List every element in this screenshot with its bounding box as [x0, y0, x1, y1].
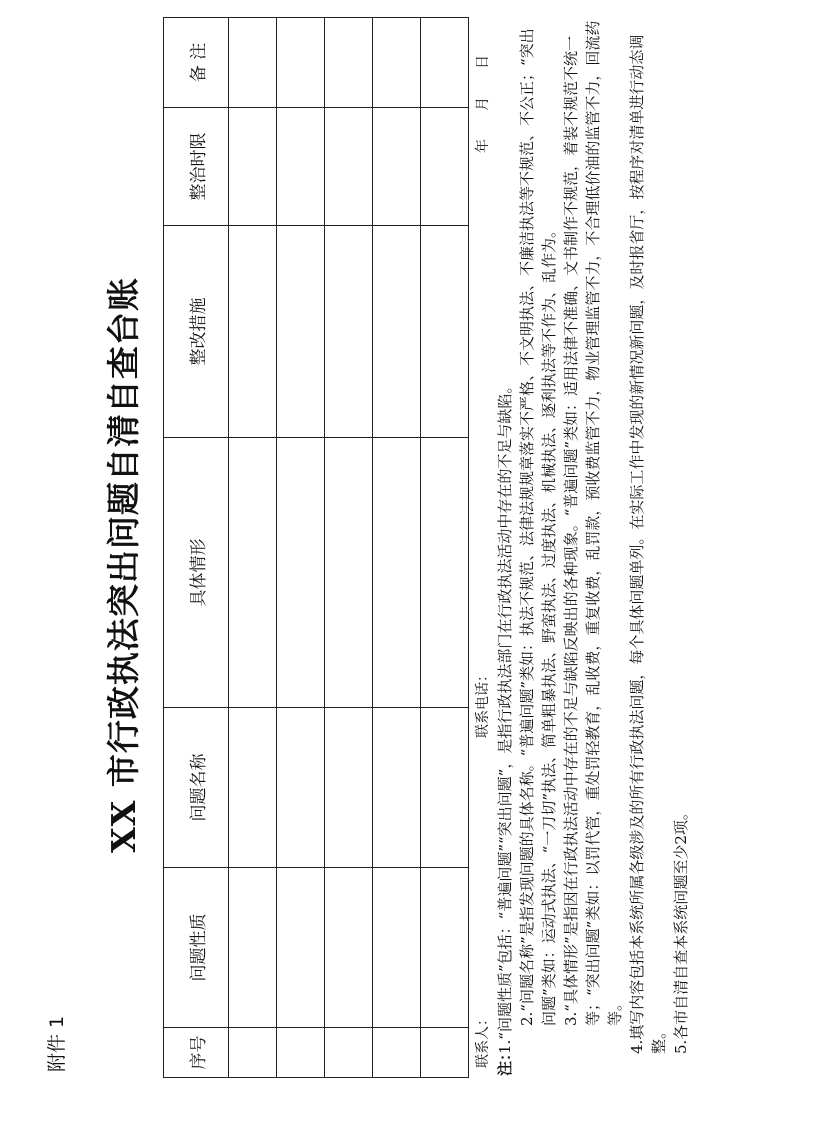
note-item: 3.“具体情形”是指因在行政执法活动中存在的不足与缺陷反映出的各种现象。“普遍问题”类如：适用法律不准确、文书制作不规范，着装不规范不统一等；“突出问题”类如：以罚代管，重处罚轻教育，乱收费，重复收费，乱罚款，预收费监管不力，物业管理监管不力，不合理低价油的监管不力，回流药等。 [562, 20, 624, 1026]
contact-person-label: 联系人： [475, 1012, 491, 1068]
col-header-nature: 问题性质 [164, 868, 229, 1028]
table-row [277, 18, 325, 1078]
table-row [421, 18, 469, 1078]
note-item: 5.各市自清自查本系统问题至少2项。 [672, 805, 690, 1054]
col-header-remarks: 备 注 [164, 18, 229, 108]
date-label: 年 月 日 [475, 55, 491, 153]
table-row [373, 18, 421, 1078]
table-row [325, 18, 373, 1078]
col-header-name: 问题名称 [164, 708, 229, 868]
notes-label: 注： [496, 1045, 514, 1076]
table-row [229, 18, 277, 1078]
self-check-ledger-table [163, 17, 469, 1078]
col-header-deadline: 整治时限 [164, 108, 229, 226]
note-item: 2.“问题名称”是指发现问题的具体名称。“普遍问题”类如：执法不规范、法律法规规章落实不严格、不文明执法、不廉洁执法等不规范、不公正；“突出问题”类如：运动式执法、“一刀切”执法、简单粗暴执法、野蛮执法、过度执法、机械执法、逐利执法等不作为、乱作为。 [518, 28, 558, 1026]
page-title: XX 市行政执法突出问题自清自查台账 [104, 277, 143, 853]
note-item: 1.“问题性质”包括：“普遍问题”“突出问题”，是指行政执法部门在行政执法活动中存在的不足与缺陷。 [496, 378, 514, 1054]
col-header-situation: 具体情形 [164, 438, 229, 708]
contact-phone-label: 联系电话： [475, 668, 491, 738]
note-item: 4.填写内容包括本系统所属各级涉及的所有行政执法问题，每个具体问题单列。在实际工作中发现的新情况新问题，及时报省厅，按程序对清单进行动态调整。 [628, 34, 668, 1054]
attachment-label: 附件 1 [46, 1015, 68, 1072]
table-header-row [164, 18, 229, 1078]
notes-section [494, 16, 692, 1076]
col-header-measures: 整改措施 [164, 226, 229, 438]
col-header-seq: 序号 [164, 1028, 229, 1078]
